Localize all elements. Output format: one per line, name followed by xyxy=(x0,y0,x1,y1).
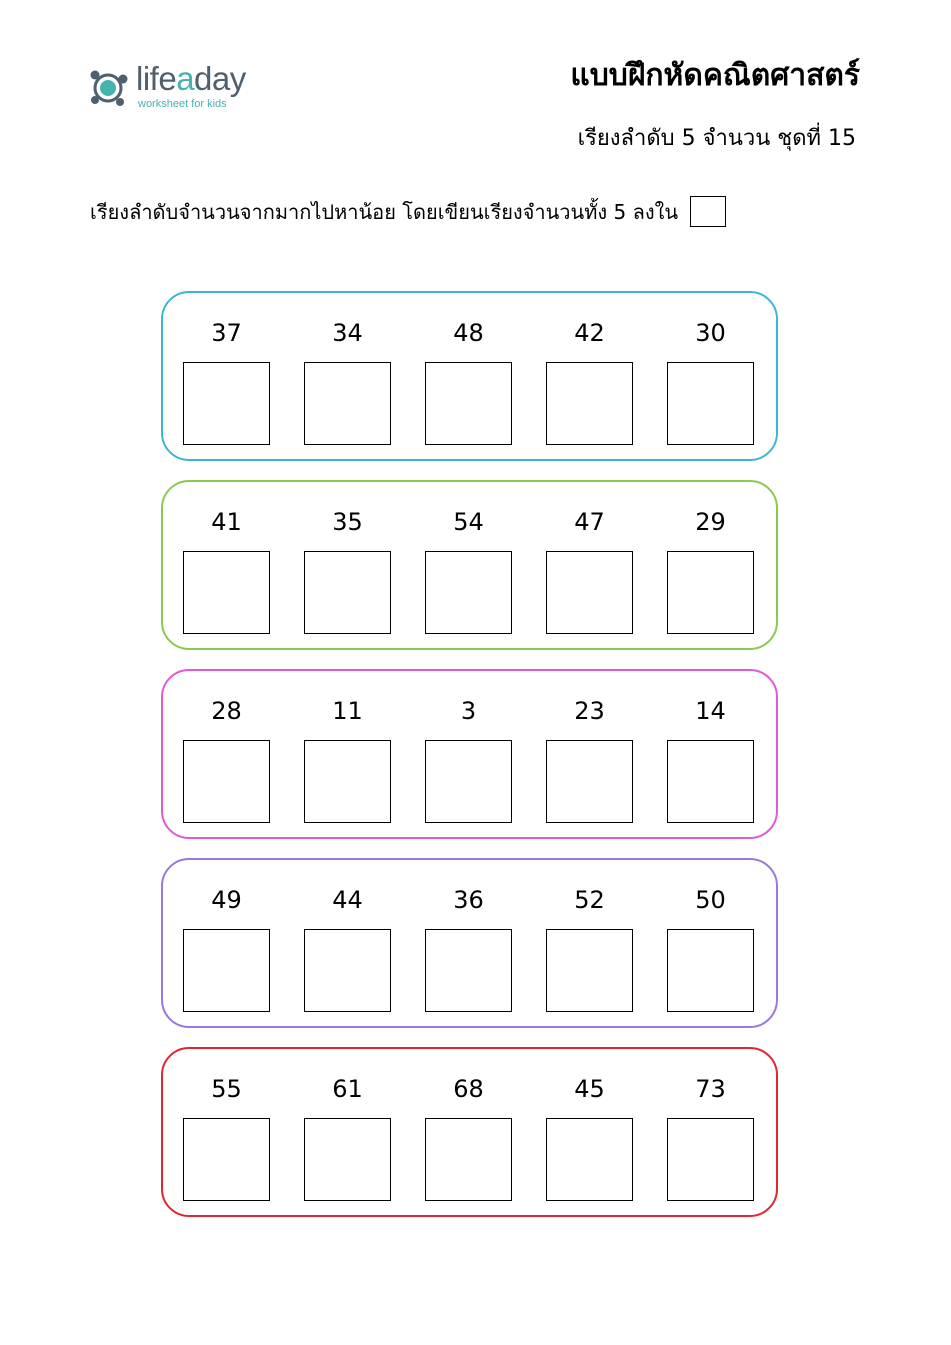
answer-box[interactable] xyxy=(425,551,512,634)
answer-box[interactable] xyxy=(667,1118,754,1201)
answer-box[interactable] xyxy=(304,362,391,445)
number-label: 28 xyxy=(211,697,242,725)
answer-box[interactable] xyxy=(546,362,633,445)
answer-box[interactable] xyxy=(546,1118,633,1201)
answer-box[interactable] xyxy=(304,740,391,823)
number-label: 68 xyxy=(453,1075,484,1103)
number-label: 48 xyxy=(453,319,484,347)
logo-word-accent: a xyxy=(176,60,195,97)
number-label: 11 xyxy=(332,697,363,725)
answer-box[interactable] xyxy=(183,362,270,445)
number-groups xyxy=(161,291,778,1236)
answer-box[interactable] xyxy=(425,740,512,823)
answer-box[interactable] xyxy=(667,929,754,1012)
number-label: 34 xyxy=(332,319,363,347)
number-label: 3 xyxy=(460,697,477,725)
logo-word-part3: day xyxy=(194,60,246,97)
logo-tagline: worksheet for kids xyxy=(138,98,227,110)
answer-box[interactable] xyxy=(667,551,754,634)
number-label: 29 xyxy=(695,508,726,536)
answer-box[interactable] xyxy=(425,929,512,1012)
logo-dot-icon xyxy=(119,75,128,84)
logo-dot-icon xyxy=(91,71,100,80)
number-label: 37 xyxy=(211,319,242,347)
number-label: 50 xyxy=(695,886,726,914)
answer-box[interactable] xyxy=(183,551,270,634)
number-label: 54 xyxy=(453,508,484,536)
number-label: 55 xyxy=(211,1075,242,1103)
number-label: 44 xyxy=(332,886,363,914)
number-label: 41 xyxy=(211,508,242,536)
sample-answer-box xyxy=(690,196,726,227)
logo-dot-icon xyxy=(116,98,124,106)
answer-box[interactable] xyxy=(304,1118,391,1201)
instruction-text: เรียงลำดับจำนวนจากมากไปหาน้อย โดยเขียนเรียงจำนวนทั้ง 5 ลงใน xyxy=(90,199,679,224)
number-label: 14 xyxy=(695,697,726,725)
number-label: 73 xyxy=(695,1075,726,1103)
number-label: 42 xyxy=(574,319,605,347)
answer-box[interactable] xyxy=(304,929,391,1012)
number-group xyxy=(161,669,778,839)
answer-box[interactable] xyxy=(425,362,512,445)
number-label: 35 xyxy=(332,508,363,536)
logo-dot-icon xyxy=(91,96,99,104)
answer-box[interactable] xyxy=(546,740,633,823)
number-label: 47 xyxy=(574,508,605,536)
logo-wordmark xyxy=(136,62,246,95)
page-title: แบบฝึกหัดคณิตศาสตร์ xyxy=(570,58,860,93)
number-label: 49 xyxy=(211,886,242,914)
number-label: 23 xyxy=(574,697,605,725)
number-label: 52 xyxy=(574,886,605,914)
answer-box[interactable] xyxy=(667,362,754,445)
number-group xyxy=(161,480,778,650)
number-label: 30 xyxy=(695,319,726,347)
answer-box[interactable] xyxy=(304,551,391,634)
number-group xyxy=(161,858,778,1028)
answer-box[interactable] xyxy=(667,740,754,823)
number-group xyxy=(161,291,778,461)
logo xyxy=(86,58,276,116)
instruction xyxy=(90,196,726,227)
answer-box[interactable] xyxy=(425,1118,512,1201)
number-group xyxy=(161,1047,778,1217)
logo-core-icon xyxy=(100,80,116,96)
page-subtitle: เรียงลำดับ 5 จำนวน ชุดที่ 15 xyxy=(577,126,856,151)
number-label: 36 xyxy=(453,886,484,914)
answer-box[interactable] xyxy=(183,1118,270,1201)
answer-box[interactable] xyxy=(183,929,270,1012)
number-label: 61 xyxy=(332,1075,363,1103)
number-label: 45 xyxy=(574,1075,605,1103)
answer-box[interactable] xyxy=(183,740,270,823)
logo-word-part1: life xyxy=(136,60,177,97)
molecule-logo-icon xyxy=(86,62,134,110)
answer-box[interactable] xyxy=(546,551,633,634)
answer-box[interactable] xyxy=(546,929,633,1012)
